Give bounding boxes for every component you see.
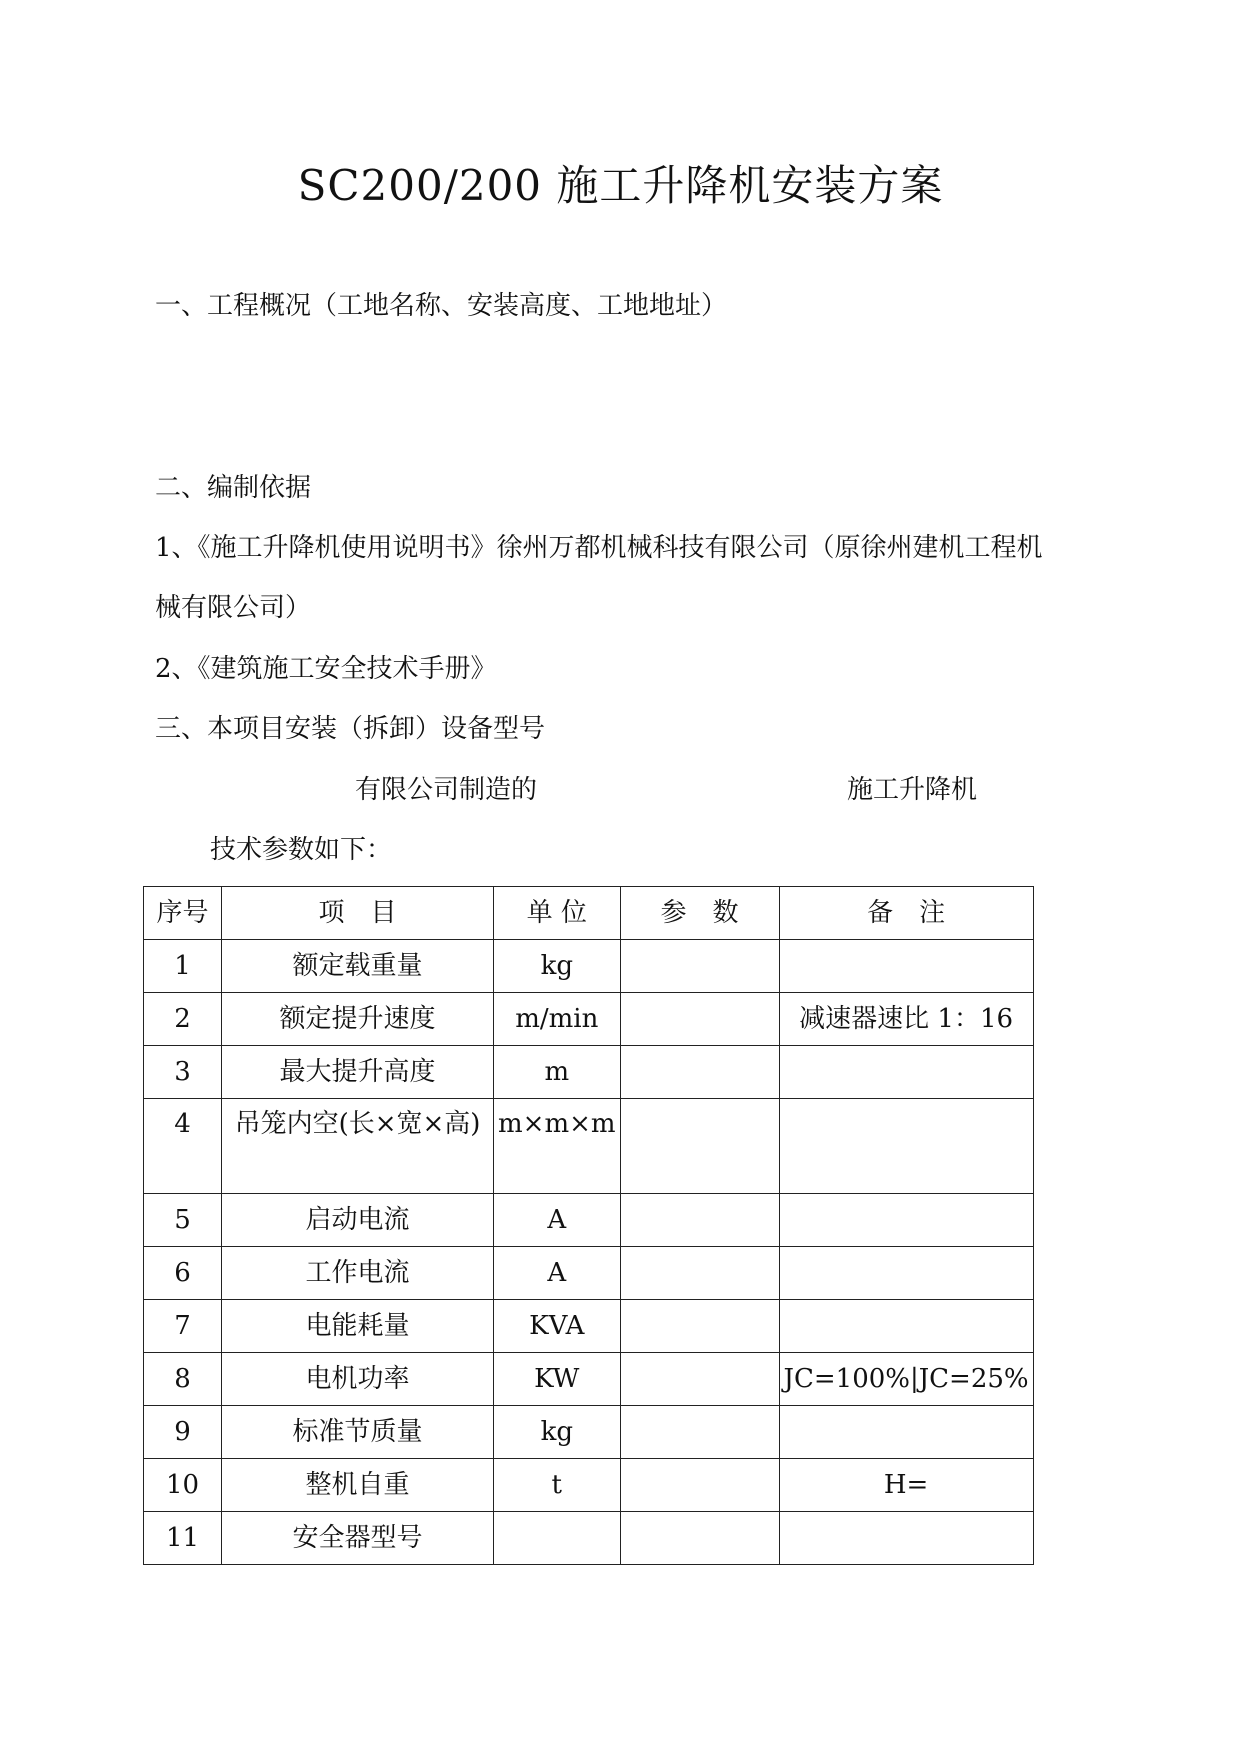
table-row bbox=[144, 1406, 1034, 1459]
row-no: 11 bbox=[144, 1512, 222, 1565]
page-title: SC200/200 施工升降机安装方案 bbox=[297, 161, 944, 210]
table-row bbox=[144, 1512, 1034, 1565]
table-row bbox=[144, 1353, 1034, 1406]
row-note bbox=[779, 940, 1033, 993]
table-row bbox=[144, 1459, 1034, 1512]
row-note: H= bbox=[779, 1459, 1033, 1512]
header-no: 序号 bbox=[144, 887, 222, 940]
table-row bbox=[144, 940, 1034, 993]
row-param bbox=[620, 1194, 779, 1247]
row-note bbox=[779, 1247, 1033, 1300]
row-note: JC=100%|JC=25% bbox=[779, 1353, 1033, 1406]
row-item: 安全器型号 bbox=[222, 1512, 494, 1565]
row-param bbox=[620, 1512, 779, 1565]
header-note: 备 注 bbox=[779, 887, 1033, 940]
table-row bbox=[144, 1247, 1034, 1300]
table-row bbox=[144, 1300, 1034, 1353]
technical-parameters-table bbox=[143, 886, 1034, 1565]
row-no: 3 bbox=[144, 1046, 222, 1099]
row-param bbox=[620, 1300, 779, 1353]
row-no: 10 bbox=[144, 1459, 222, 1512]
row-note bbox=[779, 1406, 1033, 1459]
table-row bbox=[144, 993, 1034, 1046]
reference-2: 2、《建筑施工安全技术手册》 bbox=[155, 654, 497, 684]
row-unit: m bbox=[494, 1046, 621, 1099]
row-note bbox=[779, 1046, 1033, 1099]
row-no: 9 bbox=[144, 1406, 222, 1459]
row-unit: KW bbox=[494, 1353, 621, 1406]
row-no: 2 bbox=[144, 993, 222, 1046]
row-unit: kg bbox=[494, 940, 621, 993]
section-heading-overview: 一、工程概况（工地名称、安装高度、工地地址） bbox=[155, 291, 728, 321]
table-row bbox=[144, 1099, 1034, 1194]
header-item: 项 目 bbox=[222, 887, 494, 940]
row-note bbox=[779, 1099, 1033, 1194]
row-note bbox=[779, 1194, 1033, 1247]
section-heading-equipment-model: 三、本项目安装（拆卸）设备型号 bbox=[155, 714, 546, 744]
row-unit: A bbox=[494, 1247, 621, 1300]
reference-1-line-1: 1、《施工升降机使用说明书》徐州万都机械科技有限公司（原徐州建机工程机 bbox=[155, 533, 1043, 563]
row-item: 电机功率 bbox=[222, 1353, 494, 1406]
row-param bbox=[620, 1247, 779, 1300]
row-item: 整机自重 bbox=[222, 1459, 494, 1512]
row-item: 最大提升高度 bbox=[222, 1046, 494, 1099]
table-row bbox=[144, 1046, 1034, 1099]
row-param bbox=[620, 1353, 779, 1406]
row-no: 7 bbox=[144, 1300, 222, 1353]
row-no: 4 bbox=[144, 1099, 222, 1194]
row-param bbox=[620, 1459, 779, 1512]
row-unit bbox=[494, 1512, 621, 1565]
row-param bbox=[620, 993, 779, 1046]
params-intro: 技术参数如下： bbox=[210, 835, 393, 865]
machine-type-text: 施工升降机 bbox=[847, 775, 978, 805]
row-unit: m/min bbox=[494, 993, 621, 1046]
header-param: 参 数 bbox=[620, 887, 779, 940]
table-row bbox=[144, 1194, 1034, 1247]
section-heading-basis: 二、编制依据 bbox=[155, 473, 312, 503]
row-unit: t bbox=[494, 1459, 621, 1512]
row-unit: A bbox=[494, 1194, 621, 1247]
row-no: 1 bbox=[144, 940, 222, 993]
reference-1-line-2: 械有限公司） bbox=[155, 593, 312, 623]
table-header-row bbox=[144, 887, 1034, 940]
row-item: 工作电流 bbox=[222, 1247, 494, 1300]
row-unit: kg bbox=[494, 1406, 621, 1459]
row-item: 启动电流 bbox=[222, 1194, 494, 1247]
row-param bbox=[620, 1406, 779, 1459]
row-unit: m×m×m bbox=[494, 1099, 621, 1194]
row-item: 吊笼内空(长×宽×高) bbox=[222, 1099, 494, 1194]
row-param bbox=[620, 1099, 779, 1194]
row-unit: KVA bbox=[494, 1300, 621, 1353]
row-no: 5 bbox=[144, 1194, 222, 1247]
row-no: 8 bbox=[144, 1353, 222, 1406]
row-note bbox=[779, 1300, 1033, 1353]
row-item: 电能耗量 bbox=[222, 1300, 494, 1353]
row-item: 标准节质量 bbox=[222, 1406, 494, 1459]
row-no: 6 bbox=[144, 1247, 222, 1300]
row-param bbox=[620, 1046, 779, 1099]
row-param bbox=[620, 940, 779, 993]
header-unit: 单 位 bbox=[494, 887, 621, 940]
row-note: 减速器速比 1：16 bbox=[779, 993, 1033, 1046]
manufacturer-text: 有限公司制造的 bbox=[355, 775, 538, 805]
row-item: 额定载重量 bbox=[222, 940, 494, 993]
row-item: 额定提升速度 bbox=[222, 993, 494, 1046]
row-note bbox=[779, 1512, 1033, 1565]
